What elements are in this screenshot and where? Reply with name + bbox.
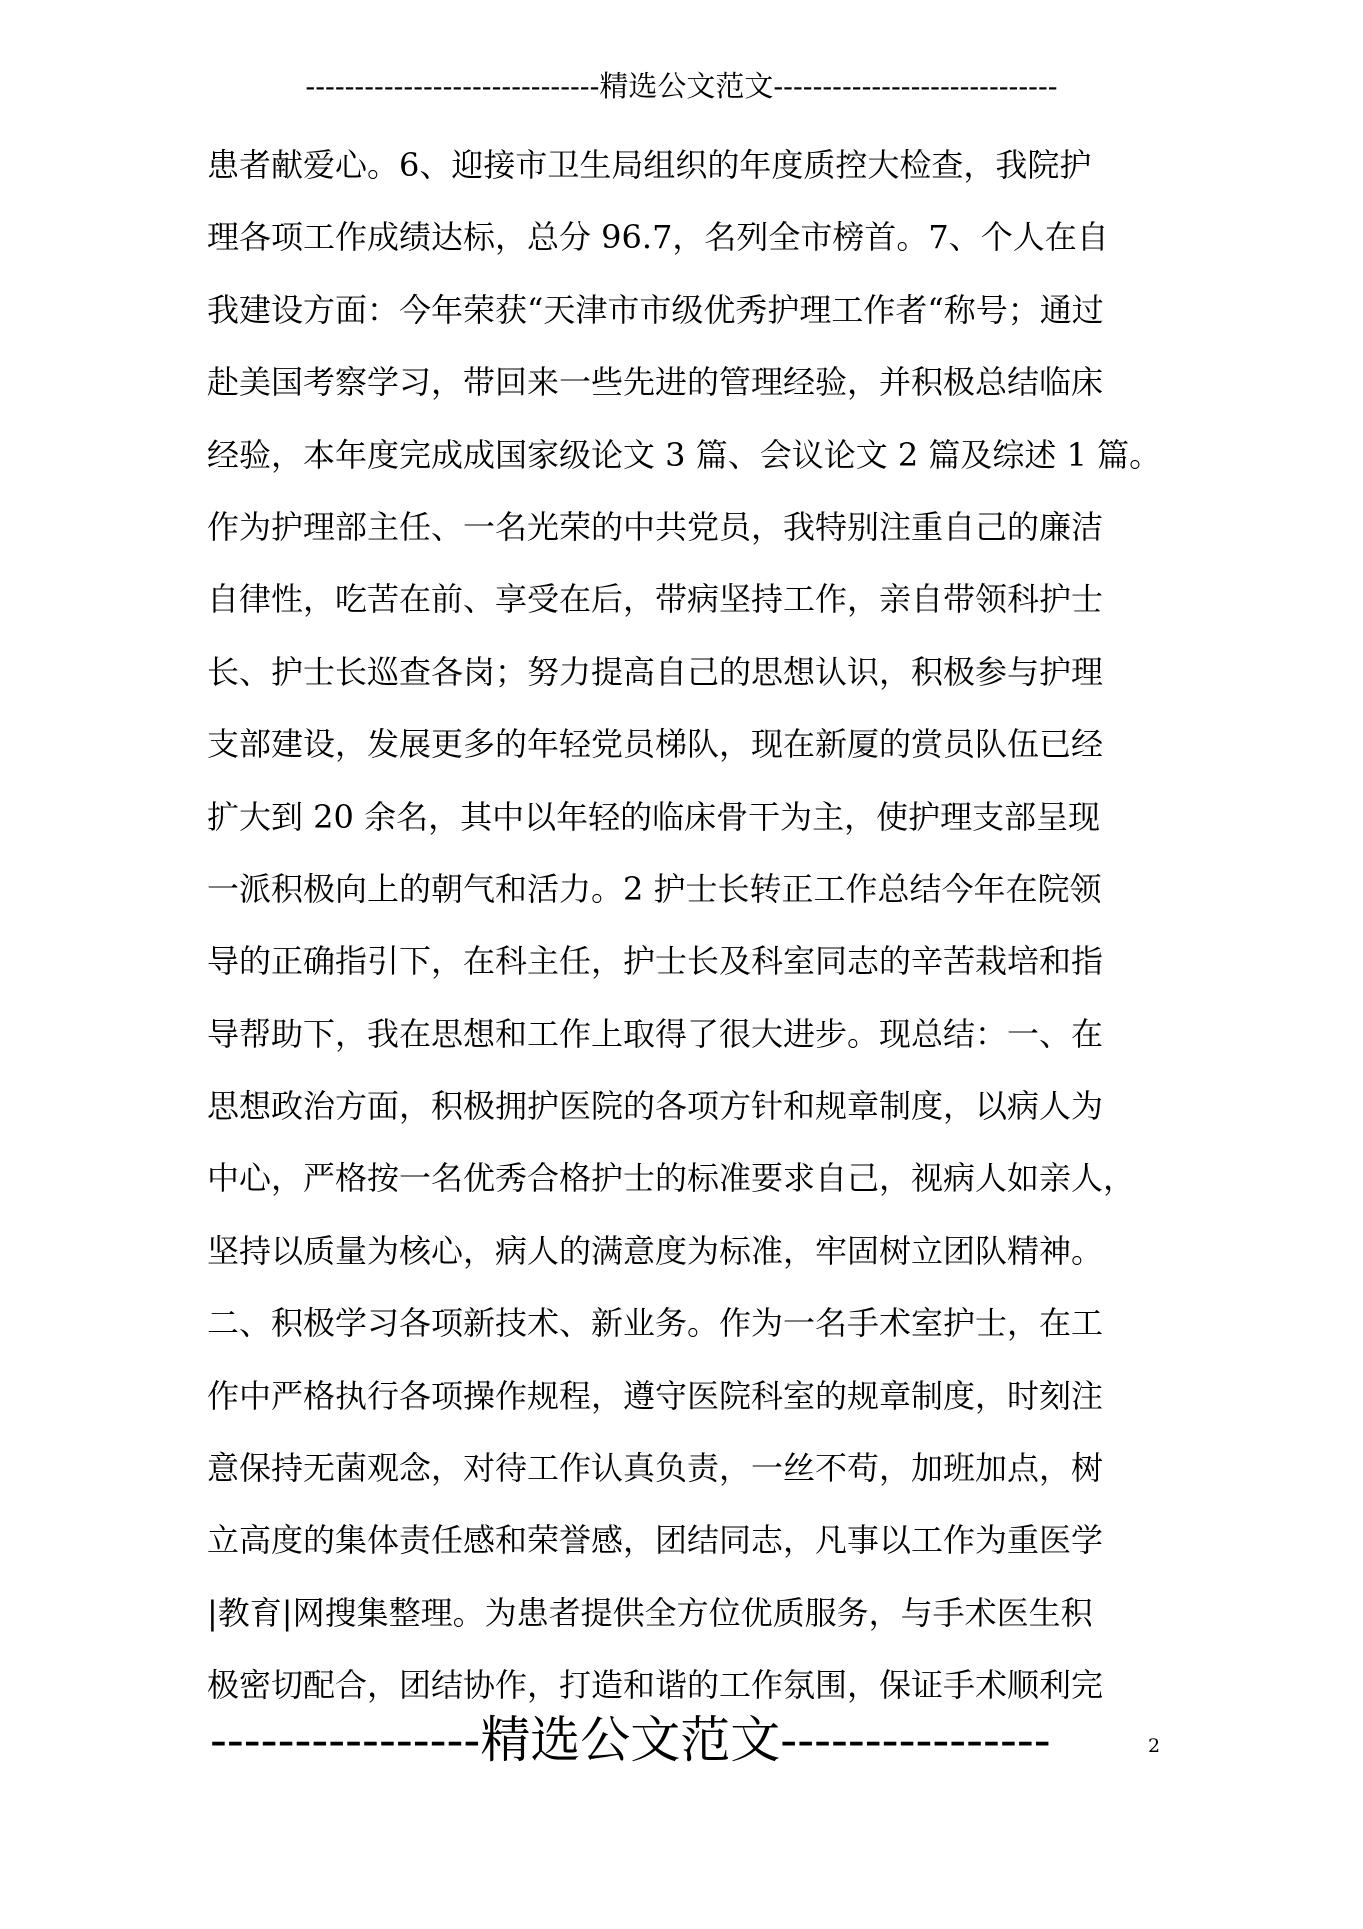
body-line: 意保持无菌观念，对待工作认真负责，一丝不苟，加班加点，树 <box>207 1449 1104 1488</box>
body-line: 导的正确指引下，在科主任，护士长及科室同志的辛苦栽培和指 <box>207 942 1104 981</box>
body-line: 作为护理部主任、一名光荣的中共党员，我特别注重自己的廉洁 <box>207 507 1104 546</box>
body-line: 支部建设，发展更多的年轻党员梯队，现在新厦的赏员队伍已经 <box>207 725 1104 764</box>
document-body <box>207 142 1217 1735</box>
body-line: 作中严格执行各项操作规程，遵守医院科室的规章制度，时刻注 <box>207 1376 1104 1415</box>
body-line: 长、护士长巡查各岗；努力提高自己的思想认识，积极参与护理 <box>207 652 1104 691</box>
body-line: 一派积极向上的朝气和活力。2 护士长转正工作总结今年在院领 <box>207 869 1102 908</box>
body-line: 思想政治方面，积极拥护医院的各项方针和规章制度，以病人为 <box>207 1087 1104 1126</box>
body-line: 二、积极学习各项新技术、新业务。作为一名手术室护士，在工 <box>207 1304 1104 1343</box>
body-line: 患者献爱心。6、迎接市卫生局组织的年度质控大检查，我院护 <box>207 146 1092 184</box>
page-number: 2 <box>1148 1735 1161 1757</box>
body-line: 我建设方面：今年荣获“天津市市级优秀护理工作者“称号；通过 <box>207 290 1104 329</box>
page-header: ------------------------------精选公文范文----------------------------- <box>305 69 1058 103</box>
body-line: 立高度的集体责任感和荣誉感，团结同志，凡事以工作为重医学 <box>207 1521 1104 1560</box>
body-line: 理各项工作成绩达标，总分 96.7，名列全市榜首。7、个人在自 <box>207 218 1109 257</box>
body-line: 坚持以质量为核心，病人的满意度为标准，牢固树立团队精神。 <box>207 1231 1104 1270</box>
body-line: 自律性，吃苦在前、享受在后，带病坚持工作，亲自带领科护士 <box>207 580 1104 619</box>
body-line: 中心，严格按一名优秀合格护士的标准要求自己，视病人如亲人， <box>207 1159 1136 1198</box>
body-line: 赴美国考察学习，带回来一些先进的管理经验，并积极总结临床 <box>207 363 1104 402</box>
body-line: 极密切配合，团结协作，打造和谐的工作氛围，保证手术顺利完 <box>207 1666 1104 1705</box>
body-line: |教育|网搜集整理。为患者提供全方位优质服务，与手术医生积 <box>207 1593 1093 1632</box>
body-line: 导帮助下，我在思想和工作上取得了很大进步。现总结：一、在 <box>207 1014 1104 1053</box>
body-line: 扩大到 20 余名，其中以年轻的临床骨干为主，使护理支部呈现 <box>207 797 1101 836</box>
page-footer: ----------------精选公文范文---------------- <box>210 1711 1051 1769</box>
body-line: 经验，本年度完成成国家级论文 3 篇、会议论文 2 篇及综述 1 篇。 <box>207 435 1162 474</box>
